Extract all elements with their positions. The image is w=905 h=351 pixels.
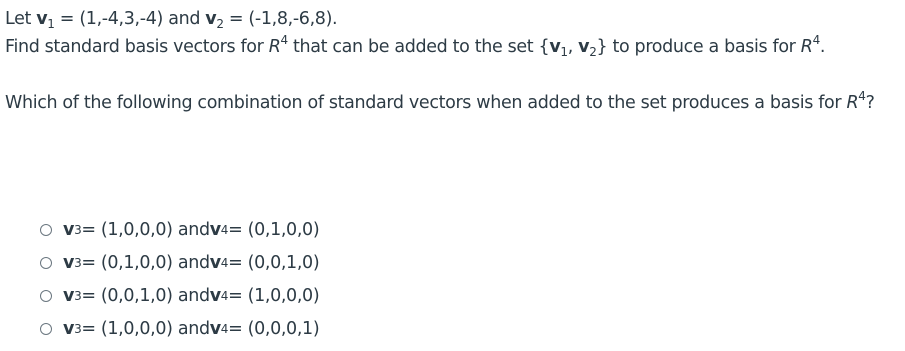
vector-v3: v	[63, 219, 75, 240]
text: Which of the following combination of standard vectors when added to the set produces a basis for	[5, 93, 847, 113]
text: that can be added to the set {	[287, 37, 550, 57]
vector-v4: v	[209, 285, 221, 306]
space-symbol: R	[800, 37, 813, 57]
v3-value: = (1,0,0,0) and	[81, 219, 210, 240]
subscript: 2	[216, 17, 224, 31]
v4-value: = (1,0,0,0)	[228, 285, 320, 306]
vector-v4: v	[209, 318, 221, 339]
vector-v2: v	[578, 37, 590, 57]
v3-value: = (0,0,1,0) and	[81, 285, 210, 306]
v4-value: = (0,0,1,0)	[228, 252, 320, 273]
text: ?	[865, 93, 875, 113]
radio-button[interactable]	[40, 323, 52, 335]
v4-value: = (0,0,0,1)	[228, 318, 320, 339]
answer-option-1[interactable]: v 3 = (1,0,0,0) and v 4 = (0,1,0,0)	[40, 213, 319, 246]
vector-v3: v	[63, 318, 75, 339]
subscript: 2	[589, 45, 597, 59]
text: Find standard basis vectors for	[5, 37, 269, 57]
answer-option-2[interactable]: v 3 = (0,1,0,0) and v 4 = (0,0,1,0)	[40, 246, 319, 279]
v2-value: = (-1,8,-6,8).	[223, 9, 338, 29]
answer-option-4[interactable]: v 3 = (1,0,0,0) and v 4 = (0,0,0,1)	[40, 312, 319, 345]
vector-v3: v	[63, 252, 75, 273]
subscript: 1	[47, 17, 55, 31]
vector-v2: v	[205, 9, 217, 29]
superscript: 4	[280, 33, 288, 47]
superscript: 4	[858, 89, 866, 103]
vector-v4: v	[209, 219, 221, 240]
radio-button[interactable]	[40, 224, 52, 236]
space-symbol: R	[846, 93, 859, 113]
superscript: 4	[812, 33, 820, 47]
vector-v1: v	[36, 9, 48, 29]
radio-button[interactable]	[40, 257, 52, 269]
v1-value: = (1,-4,3,-4) and	[54, 9, 206, 29]
subscript: 1	[560, 45, 568, 59]
text: .	[819, 37, 826, 57]
text: ,	[567, 37, 579, 57]
answer-options	[40, 213, 319, 345]
vector-v4: v	[209, 252, 221, 273]
v3-value: = (1,0,0,0) and	[81, 318, 210, 339]
vector-v1: v	[549, 37, 561, 57]
radio-button[interactable]	[40, 290, 52, 302]
text: } to produce a basis for	[596, 37, 801, 57]
question-line-2	[5, 35, 825, 59]
answer-option-3[interactable]: v 3 = (0,0,1,0) and v 4 = (1,0,0,0)	[40, 279, 319, 312]
let-text: Let	[5, 9, 37, 29]
v4-value: = (0,1,0,0)	[228, 219, 320, 240]
space-symbol: R	[268, 37, 281, 57]
vector-v3: v	[63, 285, 75, 306]
v3-value: = (0,1,0,0) and	[81, 252, 210, 273]
question-line-1	[5, 7, 337, 31]
question-line-3	[5, 91, 875, 115]
